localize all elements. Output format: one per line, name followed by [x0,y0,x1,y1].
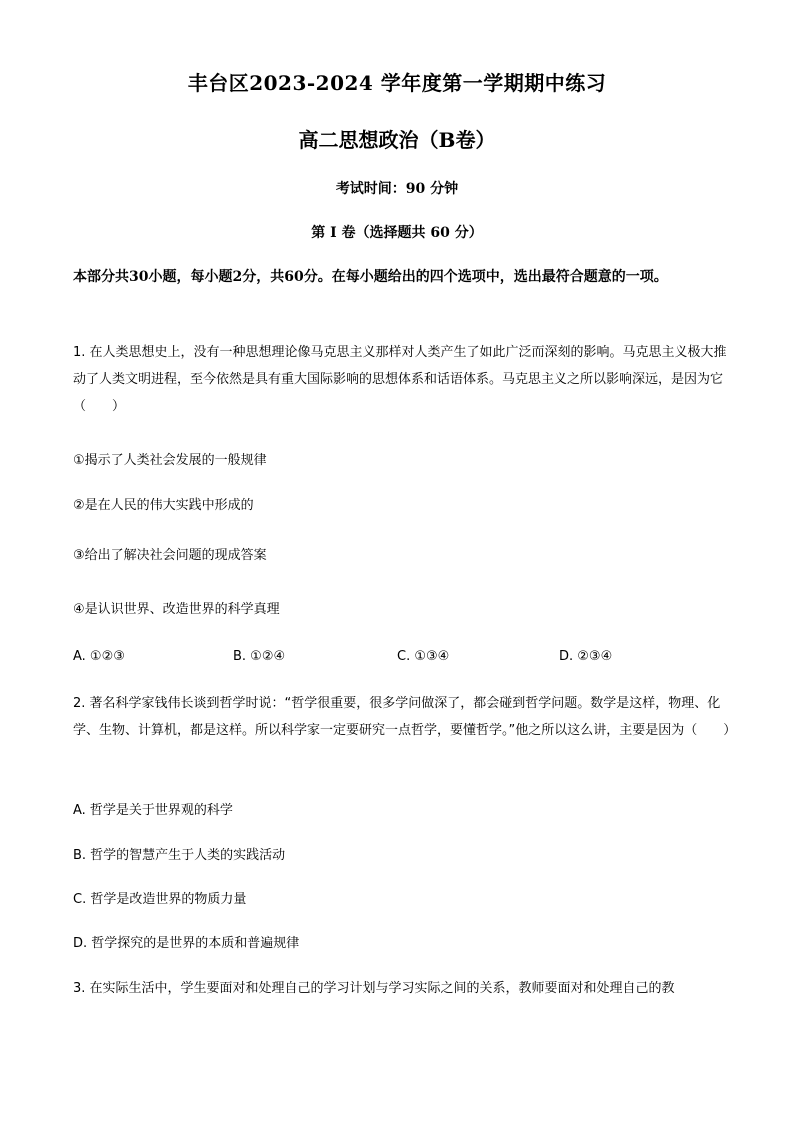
question-2-stem: 2. 著名科学家钱伟长谈到哲学时说：“哲学很重要，很多学问做深了，都会碰到哲学问题。数学是这样，物理、化学、生物、计算机，都是这样。所以科学家一定要研究一点哲学，要懂哲学。”他之所以这么讲，主要是因为（ ） [73,696,737,738]
exam-subtitle: 高二思想政治（B卷） [298,128,496,152]
question-2-choice-d: D. 哲学探究的是世界的本质和普遍规律 [73,936,300,951]
section-instruction: 本部分共30小题，每小题2分，共60分。在每小题给出的四个选项中，选出最符合题意的一项。 [73,269,668,285]
question-1-choice-a: A. ①②③ [73,649,125,664]
exam-time: 考试时间：90 分钟 [335,181,459,197]
question-1-stem: 1. 在人类思想史上，没有一种思想理论像马克思主义那样对人类产生了如此广泛而深刻的影响。马克思主义极大推动了人类文明进程，至今依然是具有重大国际影响的思想体系和话语体系。马克思主义之所以影响深远，是因为它（ ） [73,345,727,414]
exam-title: 丰台区2023-2024 学年度第一学期期中练习 [187,71,607,95]
question-1-item-1: ①揭示了人类社会发展的一般规律 [73,453,267,468]
question-1-item-2: ②是在人民的伟大实践中形成的 [73,498,254,513]
question-3-stem: 3. 在实际生活中，学生要面对和处理自己的学习计划与学习实际之间的关系，教师要面对和处理自己的教 [73,981,675,996]
question-1-choice-c: C. ①③④ [397,649,450,664]
question-2-choice-a: A. 哲学是关于世界观的科学 [73,803,233,818]
question-2-choice-b: B. 哲学的智慧产生于人类的实践活动 [73,848,286,863]
question-2-choice-c: C. 哲学是改造世界的物质力量 [73,892,247,907]
question-1-item-3: ③给出了解决社会问题的现成答案 [73,548,267,563]
section-title: 第 I 卷（选择题共 60 分） [311,225,483,241]
question-1-item-4: ④是认识世界、改造世界的科学真理 [73,602,280,617]
question-1-choice-d: D. ②③④ [559,649,613,664]
question-1-choice-b: B. ①②④ [233,649,286,664]
